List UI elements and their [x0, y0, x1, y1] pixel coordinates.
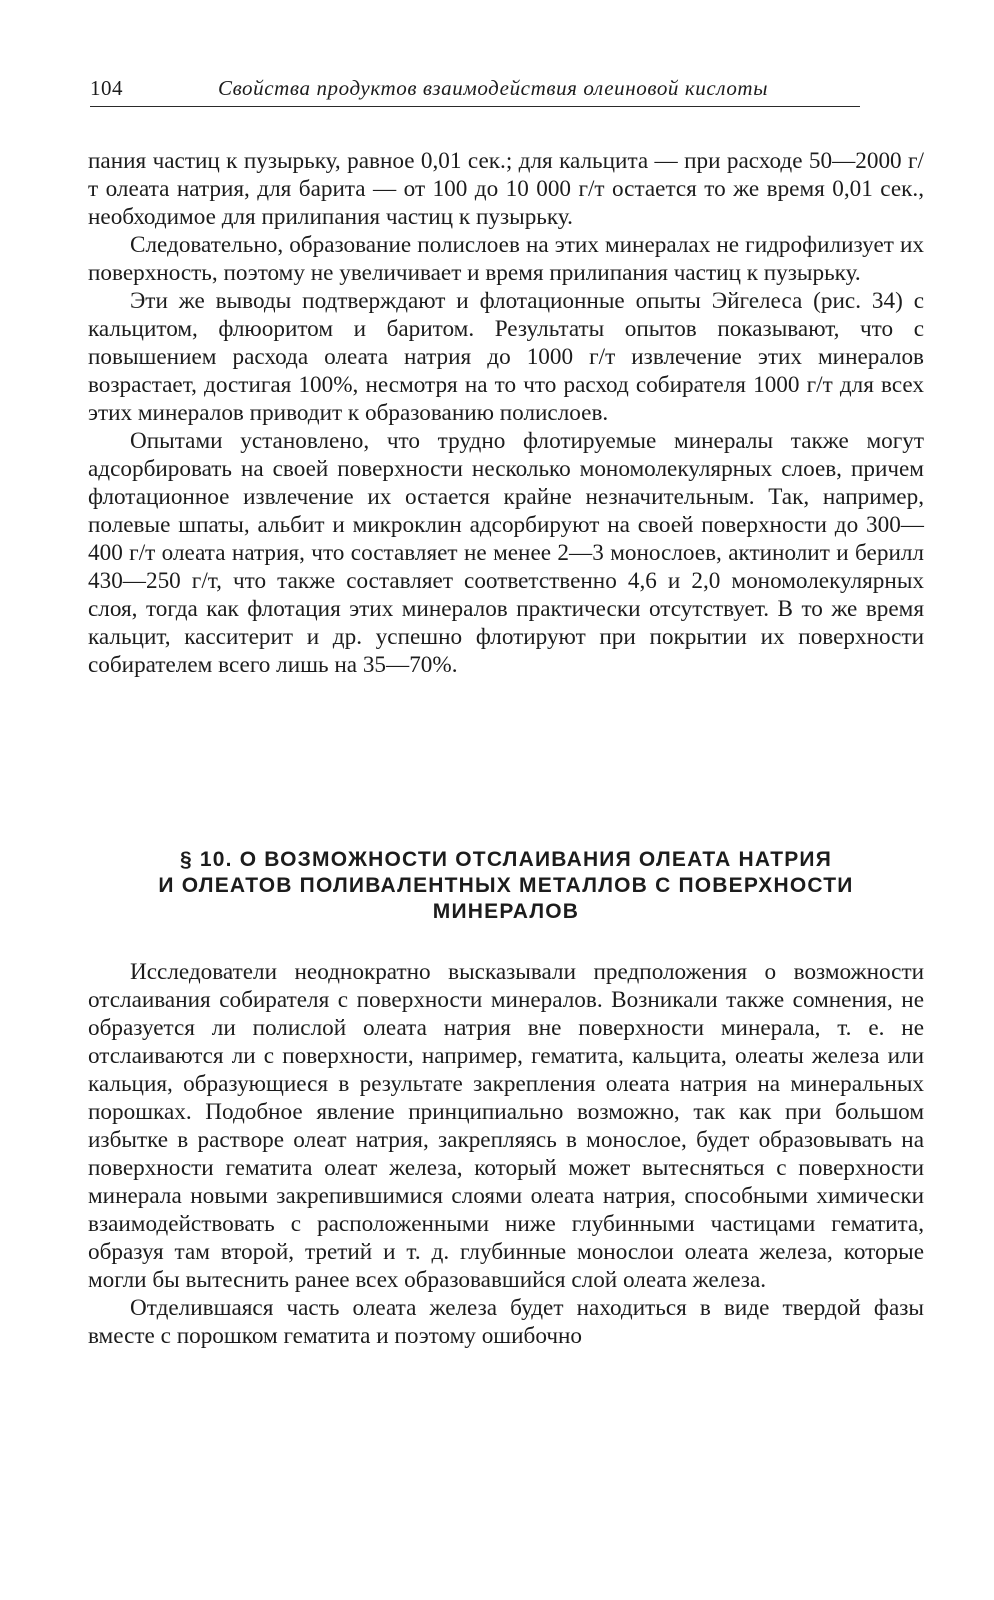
paragraph: Отделившаяся часть олеата железа будет находиться в виде твердой фазы вместе с порошком гематита и поэтому ошибочно [88, 1295, 924, 1349]
text-block-top [88, 147, 924, 679]
text-block-bottom [88, 958, 924, 1350]
running-title: Свойства продуктов взаимодействия олеиновой кислоты [218, 76, 769, 100]
paragraph: Эти же выводы подтверждают и флотационные опыты Эйгелеса (рис. 34) с кальцитом, флюоритом и баритом. Результаты опытов показывают, что с повышением расхода олеата натрия до 1000 г/т извлечение этих минералов возрастает, достигая 100%, несмотря на то что расход собирателя 1000 г/т для всех этих минералов приводит к образованию полислоев. [88, 288, 924, 426]
page-number: 104 [90, 76, 123, 100]
section-heading [88, 847, 924, 925]
header-rule [90, 106, 860, 107]
paragraph: Опытами установлено, что трудно флотируемые минералы также могут адсорбировать на своей поверхности несколько мономолекулярных слоев, причем флотационное извлечение их остается крайне незначительным. Так, например, полевые шпаты, альбит и микроклин адсорбируют на своей поверхности до 300—400 г/т олеата натрия, что составляет не менее 2—3 монослоев, актинолит и берилл 430—250 г/т, что также составляет соответственно 4,6 и 2,0 мономолекулярных слоя, тогда как флотация этих минералов практически отсутствует. В то же время кальцит, касситерит и др. успешно флотируют при покрытии их поверхности собирателем всего лишь на 35—70%. [88, 428, 924, 678]
paragraph-continued: пания частиц к пузырьку, равное 0,01 сек.; для кальцита — при расходе 50—2000 г/т олеата натрия, для барита — от 100 до 10 000 г/т остается то же время 0,01 сек., необходимое для прилипания частиц к пузырьку. [88, 148, 924, 230]
section-heading-line: И ОЛЕАТОВ ПОЛИВАЛЕНТНЫХ МЕТАЛЛОВ С ПОВЕРХНОСТИ [158, 874, 854, 897]
paragraph: Следовательно, образование полислоев на этих минералах не гидрофилизует их поверхность, поэтому не увеличивает и время прилипания частиц к пузырьку. [88, 232, 924, 286]
running-head [90, 70, 860, 110]
section-heading-line: § 10. О ВОЗМОЖНОСТИ ОТСЛАИВАНИЯ ОЛЕАТА НАТРИЯ [179, 848, 833, 871]
section-heading-line: МИНЕРАЛОВ [432, 900, 580, 923]
paragraph: Исследователи неоднократно высказывали предположения о возможности отслаивания собирателя с поверхности минералов. Возникали также сомнения, не образуется ли полислой олеата натрия вне поверхности минерала, т. е. не отслаиваются ли с поверхности, например, гематита, кальцита, олеаты железа или кальция, образующиеся в результате закрепления олеата натрия на минеральных порошках. Подобное явление принципиально возможно, так как при большом избытке в растворе олеат натрия, закрепляясь в монослое, будет образовывать на поверхности гематита олеат железа, который может вытесняться с поверхности минерала новыми закрепившимися слоями олеата натрия, способными химически взаимодействовать с расположенными ниже глубинными частицами гематита, образуя там второй, третий и т. д. глубинные монослои олеата железа, которые могли бы вытеснить ранее всех образовавшийся слой олеата железа. [88, 959, 924, 1293]
